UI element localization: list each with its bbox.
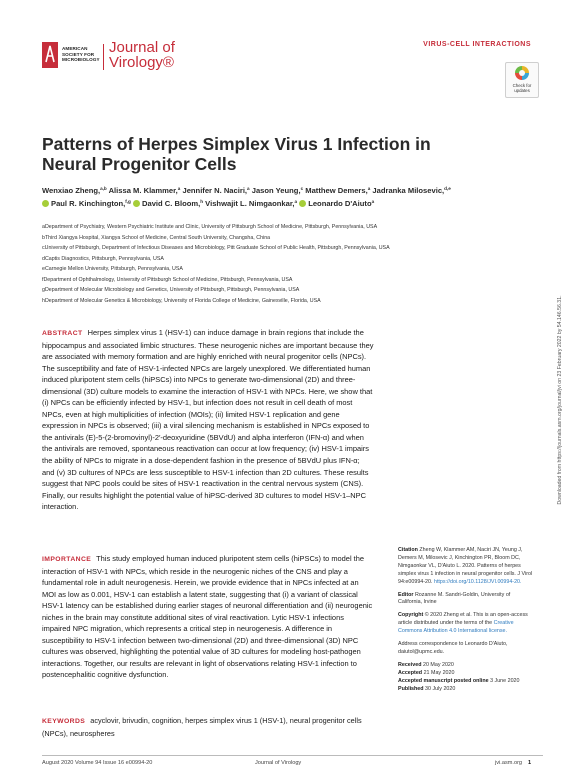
importance-text: This study employed human induced pluripotent stem cells (hiPSCs) to model the interaction of HSV-1 with NPCs, which reside in the neurogenic niches of the CNS and play a fundamental role in adult neurogenesis. Herein, we provide evidence that in NPCs infected at an MOI as low as 0.001, HSV-1 can establish a latent state, suggesting that (i) a variant of classical HSV-1 latency can be established during earlier stages of neuronal differentiation and (ii) neurogenic niches in the brain may constitute additional sites of viral reactivation. Lytic HSV-1 infections impaired NPC migration, which represents a critical step in neurogenesis. A difference in susceptibility to HSV-1 infection between two-dimensional (2D) and three-dimensional (3D) NPC cultures was observed, highlighting the potential value of 3D cultures for modeling host-pathogen interactions. Together, our results are relevant in light of observations relating HSV-1 infection to postencephalitic cognitive dysfunction. [42,554,373,680]
check-for-updates-badge[interactable] [505,62,539,98]
abstract-text: Herpes simplex virus 1 (HSV-1) can induce damage in brain regions that include the hippocampus and associated limbic structures. These neurogenic niches are important because they are associated with memory formation and are highly enriched with neural progenitor cells (NPCs). The susceptibility and fate of HSV-1-infected NPCs are largely unexplored. We differentiated human induced pluripotent stem cells (hiPSCs) into NPCs to generate two-dimensional (2D) and three-dimensional (3D) culture models to examine the interaction of HSV-1 with NPCs. Here, we show that (i) NPCs can be efficiently infected by HSV-1, but infection does not result in cell death of most NPCs, even at high multiplicities of infection (MOIs); (ii) limited HSV-1 replication and gene expression in NPCs is observed; (iii) a viral silencing mechanism is established in NPCs exposed to the antivirals (E)-5-(2-bromovinyl)-2′-deoxyuridine (5BVdU) and alpha interferon (IFN-α) and when the antivirals are removed, spontaneous reactivation can occur at low frequency; (iv) HSV-1 impairs the ability of NPCs to migrate in a dose-dependent fashion in the presence of 5BVdU plus IFN-α; and (v) 3D cultures of NPCs are less susceptible to HSV-1 infection than 2D cultures. These results suggest that NPC pools could be sites of HSV-1 reactivation in the central nervous system (CNS). Finally, our results highlight the potential value of hiPSC-derived 3D cultures to model HSV-1–NPC interaction. [42,328,374,512]
author-line-1 [42,185,482,198]
affiliation: bThird Xiangya Hospital, Xiangya School of Medicine, Central South University, Changsha, China [42,234,271,241]
footer-site-link[interactable]: jvi.asm.org [495,760,523,766]
editor-block: Editor Rozanne M. Sandri-Goldin, University of California, Irvine [398,591,511,606]
section-tag: VIRUS-CELL INTERACTIONS [423,41,531,48]
keywords-label: KEYWORDS [42,718,86,725]
author[interactable]: Vishwajit L. Nimgaonkar,$^a$ [205,198,298,208]
footer-journal: Journal of Virology [255,760,302,766]
orcid-icon[interactable] [299,200,306,207]
author[interactable]: Wenxiao Zheng,$^{a,b}$ [42,186,107,195]
orcid-icon[interactable] [42,200,49,207]
page-number: 1 [528,760,532,766]
author-list [42,185,482,210]
journal-divider [103,44,104,70]
abstract-label: ABSTRACT [42,330,83,337]
author[interactable]: Paul R. Kinchington,$^{f,g}$ [51,198,131,208]
author[interactable]: Jennifer N. Naciri,$^a$ [182,186,250,195]
article-info-sidebar [398,547,533,694]
footer-issue: August 2020 Volume 94 Issue 16 e00994-20 [42,760,153,766]
affiliation: hDepartment of Molecular Genetics & Microbiology, University of Florida College of Medicine, Gainesville, Florida, USA [42,297,321,304]
affiliations [42,222,512,306]
updates-text: Check for updates [512,83,532,94]
footer-site [495,760,531,766]
doi-link[interactable]: https://doi.org/10.1128/JVI.00994-20. [433,578,522,585]
author[interactable]: Jadranka Milosevic,$^{d,e}$ [372,186,451,195]
keywords [42,715,372,739]
author[interactable]: Leonardo D'Aiuto$^a$ [308,198,375,208]
author[interactable]: Matthew Demers,$^a$ [305,186,371,195]
importance-label: IMPORTANCE [42,556,92,563]
updates-icon [515,66,529,80]
footer-rule [42,755,543,756]
asm-logo-mark-icon [42,42,58,68]
author[interactable]: Jason Yeung,$^c$ [251,186,304,195]
citation-block: Citation Zheng W, Klammer AM, Naciri JN, Yeung J, Demers M, Milosevic J, Kinchington PR, Bloom DC, Nimgaonkar VL, D'Aiuto L. 2020. Patterns of herpes simplex virus 1 infection in neural progenitor cells. J Virol 94:e00994-20. https://doi.org/10.1128/JVI.00994-20. [398,547,533,585]
author[interactable]: David C. Bloom,$^h$ [142,198,204,208]
journal-name: Journal of Virology® [109,39,175,71]
keywords-text: acyclovir, brivudin, cognition, herpes simplex virus 1 (HSV-1), neural progenitor cells (NPCs), neurospheres [42,716,362,738]
dates-block: Received 20 May 2020 Accepted 21 May 2020 Accepted manuscript posted online 3 June 2020 Published 30 July 2020 [398,661,520,692]
affiliation: aDepartment of Psychiatry, Western Psychiatric Institute and Clinic, University of Pittsburgh School of Medicine, Pittsburgh, Pennsylvania, USA [42,224,378,230]
affiliation: dCaptis Diagnostics, Pittsburgh, Pennsylvania, USA [42,255,164,262]
asm-logo [42,42,100,70]
abstract [42,327,374,513]
download-note-text: Downloaded from https://journals.asm.org/journal/jvi on 23 February 2022 by 54.146.56.31. [557,295,563,505]
license-link[interactable]: Creative Commons Attribution 4.0 International license. [398,620,514,635]
author[interactable]: Alissa M. Klammer,$^a$ [108,186,181,195]
copyright-block: Copyright © 2020 Zheng et al. This is an open-access article distributed under the terms of the Creative Commons Attribution 4.0 International license. [398,612,528,635]
affiliation: fDepartment of Ophthalmology, University of Pittsburgh School of Medicine, Pittsburgh, Pennsylvania, USA [42,276,293,283]
article-title: Patterns of Herpes Simplex Virus 1 Infection in Neural Progenitor Cells [42,134,431,174]
importance [42,553,374,681]
affiliation: cUniversity of Pittsburgh, Department of Infectious Diseases and Microbiology, Pitt Graduate School of Public Health, Pittsburgh, Pennsylvania, USA [42,245,390,251]
society-name: AMERICAN SOCIETY FOR MICROBIOLOGY [62,46,100,63]
affiliation: gDepartment of Molecular Microbiology and Genetics, University of Pittsburgh, Pittsburgh, Pennsylvania, USA [42,287,300,293]
correspondence-block: Address correspondence to Leonardo D'Aiuto, daiutol@upmc.edu. [398,641,508,655]
orcid-icon[interactable] [133,200,140,207]
affiliation: eCarnegie Mellon University, Pittsburgh, Pennsylvania, USA [42,266,183,272]
author-line-2 [42,198,482,211]
